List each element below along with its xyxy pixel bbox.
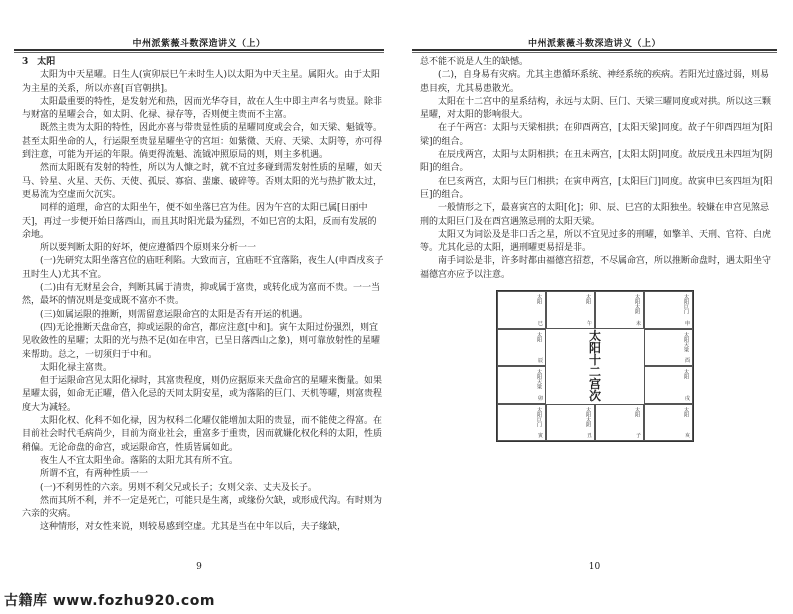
palace-cell: [497, 366, 546, 404]
palace-cell: [497, 291, 546, 329]
paragraph: (二)，自身易有灾病。尤其主患循环系统、神经系统的疾病。若阳光过盛过弱，则易患目疾，尤其易患散光。: [420, 70, 770, 94]
running-head: 中州派紫薇斗数深造讲义（上）: [132, 39, 266, 49]
paragraph: 在辰戌两宫，太阳与太阴相拱；在丑未两宫，[太阳太阴]同度。故辰戌丑未四垣为[阴阳]的组合。: [420, 150, 773, 174]
palace-cell: [595, 291, 644, 329]
paragraph: (四)无论推断天盘命宫，抑或运限的命宫，都应注意[中和]。寅午太阳过份强烈，则宜见收敛性的星曜；太阳的光与热不足(如在申宫，已呈日落西山之象)，则可靠放射性的星曜来帮助。总之，一切须归于中和。: [22, 322, 381, 360]
palace-stars: 太阳: [536, 331, 542, 342]
palace-branch: 子: [635, 433, 641, 439]
palace-cell: [644, 366, 693, 404]
palace-cell: [497, 404, 546, 442]
palace-branch: 戌: [684, 395, 690, 402]
palace-stars: 太阳巨门: [683, 294, 689, 314]
page-number: 10: [588, 562, 601, 572]
header-rule-thin: [412, 52, 777, 53]
palace-cell: [644, 404, 693, 442]
paragraph: 但于运限命宫见太阳化禄时，其富贵程度，则仍应据原来天盘命宫的星曜来衡量。如果星曜太弱，如命无正曜，借入化忌的天同太阴安星，或为落陷的巨门、天机等曜，则富贵程度大为减轻。: [22, 376, 383, 413]
palace-cell: [595, 404, 644, 442]
palace-cell: [644, 291, 693, 329]
paragraph: 所谓不宜，有两种性质一一: [40, 469, 149, 480]
paragraph: 太阳在十二宫中的星系结构，永远与太阴、巨门、天梁三曜同度或对拱。所以这三颗星曜，对太阳的影响很大。: [420, 96, 772, 121]
twelve-palace-chart: [496, 290, 694, 442]
palace-cell: [546, 291, 595, 329]
palace-stars: 太阳天梁: [536, 369, 542, 389]
left-page-body: [22, 56, 384, 535]
paragraph: 这种情形，对女性来说，则较易感到空虚。尤其是当在中年以后，夫子缘缺，: [40, 522, 347, 533]
paragraph: (一)先研究太阳坐落宫位的庙旺利陷。大致而言，宜庙旺不宜落陷，夜生人(申酉戌亥子丑时生人)尤其不宜。: [22, 256, 384, 280]
palace-branch: 辰: [537, 358, 543, 364]
header-rule-thin: [14, 52, 384, 53]
paragraph: (二)由有无财星会合，判断其属于清贵，抑或属于富贵，或转化成为富而不贵。一一当然，最坏的情况则是变成既不富亦不贵。: [22, 283, 381, 307]
paragraph: 太阳又为词讼及是非口舌之星，所以不宜见过多的刑曜，如擎羊、天刑、官符、白虎等。尤其化忌的太阳，遇刑曜更易招是非。: [420, 229, 772, 254]
palace-stars: 太阳太阴: [585, 406, 591, 427]
paragraph: 一般情形之下，最喜寅宫的太阳[化]；卯、辰、巳宫的太阳独坐。较嫌在申宫见煞忌刑的太阳巨门及在酉宫遇煞忌刑的太阳天梁。: [420, 203, 770, 227]
paragraph: 南手词讼是非，许多时都由福德宫招惹，不尽属命宫，所以推断命盘时，遇太阳坐守福德宫亦应予以注意。: [420, 256, 772, 280]
watermark: 古籍库 www.fozhu920.com: [4, 593, 215, 609]
paragraph: (三)如属运限的推断，则需留意运限命宫的太阳是否有开运的机遇。: [40, 309, 309, 320]
center-title-char: 阳: [588, 341, 601, 355]
center-title-char: 太: [588, 329, 601, 343]
palace-branch: 申: [684, 320, 690, 327]
page-number: 9: [196, 562, 202, 572]
palace-branch: 卯: [537, 395, 543, 402]
palace-stars: 太阳太阴: [634, 294, 640, 314]
right-page-body: [420, 56, 777, 282]
paragraph: 太阳最重要的特性，是发射光和热，因而光华夺目，故在人生中即主声名与贵显。除非与财富的星曜会合，如太阴、化禄、禄存等，否则便主贵而不主富。: [22, 96, 383, 121]
paragraph: 既然主贵为太阳的特性，因此亦喜与带贵显性质的星曜同度或会合，如天梁、魁钺等。甚至太阳坐命的人，行运限至贵显星曜坐守的宫垣：如紫微、天府、天梁、太阴等，亦可得到注意，可能为开运的年限。倘更得流魁、流钺冲照原局的则，则主多机遇。: [22, 123, 383, 161]
palace-branch: 寅: [537, 433, 543, 439]
palace-branch: 酉: [684, 358, 690, 364]
palace-cell: [644, 329, 693, 367]
paragraph: 在子午两宫：太阳与天梁相拱；在卯酉两宫，[太阳天梁]同度。故子午卯酉四垣为[阳梁]的组合。: [420, 123, 773, 147]
paragraph: 同样的道理，命宫的太阳坐午，便不如坐落巳宫为佳。因为午宫的太阳已属[日丽中天]，再过一步便开始日落西山，而且其时阳光最为猛烈，不如巳宫的太阳，反而有发展的余地。: [22, 203, 377, 240]
palace-branch: 亥: [684, 433, 690, 439]
paragraph: 在巳亥两宫，太阳与巨门相拱；在寅申两宫，[太阳巨门]同度。故寅申巳亥四垣为[阳巨]的组合。: [420, 176, 773, 200]
center-title-char: 次: [588, 389, 601, 403]
center-title-char: 二: [588, 365, 601, 379]
palace-branch: 未: [635, 320, 641, 327]
palace-stars: 太阳: [536, 294, 542, 304]
palace-stars: 太阳巨门: [536, 406, 542, 427]
palace-stars: 太阳: [683, 406, 689, 417]
paragraph: 夜生人不宜太阳坐命。落陷的太阳尤其有所不宜。: [40, 455, 239, 466]
palace-cell: [546, 404, 595, 442]
paragraph: 然而太阳既有发射的特性，所以为人慷之时，就不宜过多碰到需发射性质的星曜，如天马、铃星、火星、天伤、天使、孤辰、寡宿、蜚廉、破碎等。否则太阳的光与热扩散太过，更易流为空虚而欠沉实。: [22, 163, 383, 200]
palace-cell: [497, 329, 546, 367]
running-head: 中州派紫薇斗数深造讲义（上）: [527, 39, 661, 49]
paragraph: 太阳化权、化科不如化禄，因为权科二化曜仅能增加太阳的贵显，而不能使之得富。在目前社会时代毛病尚少，目前为商业社会，重富多于重贵，因而就嫌化权化科的太阳，性质稍偏。无论命盘的命宫，或运限命宫，性质皆属如此。: [22, 416, 383, 453]
section-heading: 3 太阳: [22, 57, 56, 67]
header-rule: [412, 49, 777, 51]
paragraph: 然而其所不利，并不一定是死亡，可能只是生离，或缘份欠缺，或形成代沟。有时则为六亲的灾病。: [22, 495, 383, 520]
paragraph: 总不能不说是人生的缺憾。: [420, 57, 529, 67]
left-page: [14, 0, 384, 590]
header-rule: [14, 49, 384, 51]
palace-stars: 太阳天梁: [683, 331, 689, 352]
center-title-char: 宫: [588, 377, 601, 391]
palace-stars: 太阳: [634, 406, 640, 417]
paragraph: 太阳为中天星曜。日生人(寅卯辰巳午未时生人)以太阳为中天主星。属阳火。由于太阳为主星的关系，所以亦喜[百官朝拱]。: [22, 70, 381, 94]
palace-stars: 太阳: [585, 294, 591, 304]
chart-center-title: [546, 329, 644, 404]
center-title-char: 十: [588, 353, 601, 367]
paragraph: (一)不利男性的六亲。男则不利父兄或长子；女则父亲、丈夫及长子。: [40, 482, 318, 493]
palace-branch: 巳: [537, 320, 543, 327]
palace-branch: 丑: [586, 433, 592, 439]
paragraph: 所以要判断太阳的好坏，便应遵循四个原则来分析一一: [40, 243, 257, 254]
palace-branch: 午: [586, 320, 592, 327]
right-page: [412, 0, 777, 590]
palace-stars: 太阳: [683, 369, 689, 379]
paragraph: 太阳化禄主富贵。: [40, 362, 113, 373]
